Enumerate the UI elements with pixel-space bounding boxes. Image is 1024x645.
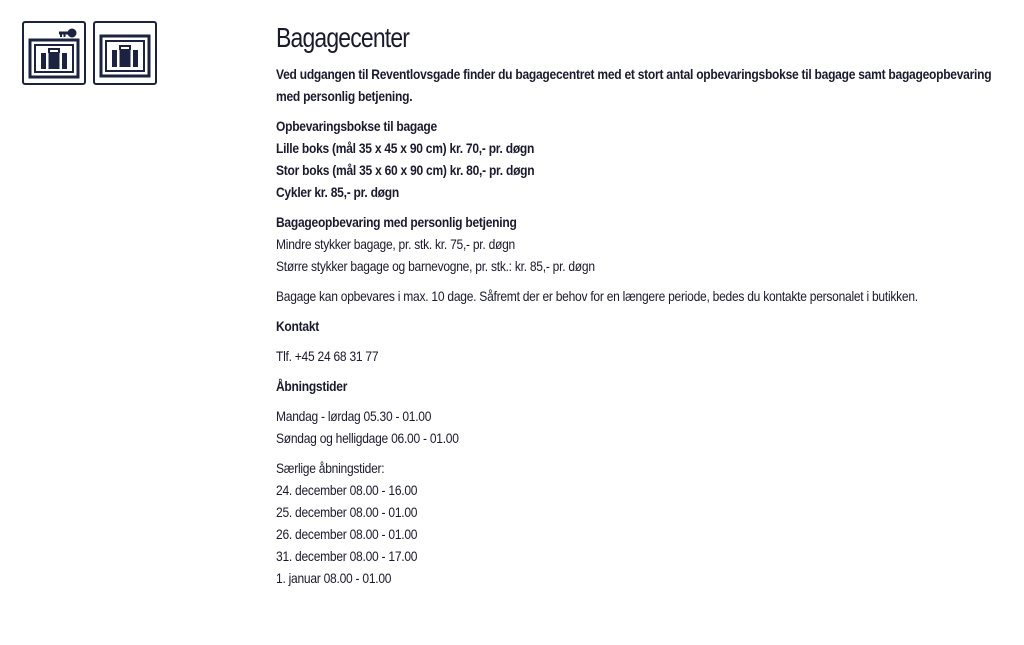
contact-heading: Kontakt [276, 318, 320, 334]
staffed-heading: Bagageopbevaring med personlig betjening [276, 214, 517, 230]
page-title: Bagagecenter [276, 22, 410, 53]
luggage-storage-icon [93, 21, 157, 85]
price-line: Lille boks (mål 35 x 45 x 90 cm) kr. 70,- pr. døgn [276, 140, 535, 156]
hours-heading: Åbningstider [276, 378, 348, 394]
special-hours-heading: Særlige åbningstider: [276, 460, 385, 476]
locker-heading: Opbevaringsbokse til bagage [276, 118, 437, 134]
price-line: Stor boks (mål 35 x 60 x 90 cm) kr. 80,- pr. døgn [276, 162, 535, 178]
regular-hours [276, 405, 1007, 449]
locker-prices [276, 115, 1007, 203]
content-area [276, 14, 1006, 597]
price-line: Mindre stykker bagage, pr. stk. kr. 75,- pr. døgn [276, 236, 515, 252]
hours-line: 1. januar 08.00 - 01.00 [276, 570, 392, 586]
price-line: Cykler kr. 85,- pr. døgn [276, 184, 399, 200]
contact-phone: Tlf. +45 24 68 31 77 [276, 348, 379, 364]
hours-line: 26. december 08.00 - 01.00 [276, 526, 418, 542]
hours-line: Søndag og helligdage 06.00 - 01.00 [276, 430, 459, 446]
intro-paragraph [276, 63, 1007, 107]
price-line: Større stykker bagage og barnevogne, pr. stk.: kr. 85,- pr. døgn [276, 258, 595, 274]
hours-heading-block [276, 375, 1007, 397]
contact-heading-block [276, 315, 1007, 337]
hours-line: Mandag - lørdag 05.30 - 01.00 [276, 408, 432, 424]
hours-line: 25. december 08.00 - 01.00 [276, 504, 418, 520]
luggage-locker-icon [22, 21, 86, 85]
intro-line: Ved udgangen til Reventlovsgade finder du bagagecentret med et stort antal opbevaringsbokse til bagage samt bagageopbevaring [276, 66, 992, 82]
hours-line: 24. december 08.00 - 16.00 [276, 482, 418, 498]
staffed-storage-prices [276, 211, 1007, 277]
intro-line: med personlig betjening. [276, 88, 413, 104]
note-text: Bagage kan opbevares i max. 10 dage. Såfremt der er behov for en længere periode, bedes du kontakte personalet i butikken. [276, 288, 918, 304]
contact-phone-block [276, 345, 1007, 367]
hours-line: 31. december 08.00 - 17.00 [276, 548, 418, 564]
storage-note [276, 285, 1007, 307]
service-icons [22, 21, 157, 85]
special-hours [276, 457, 1007, 589]
